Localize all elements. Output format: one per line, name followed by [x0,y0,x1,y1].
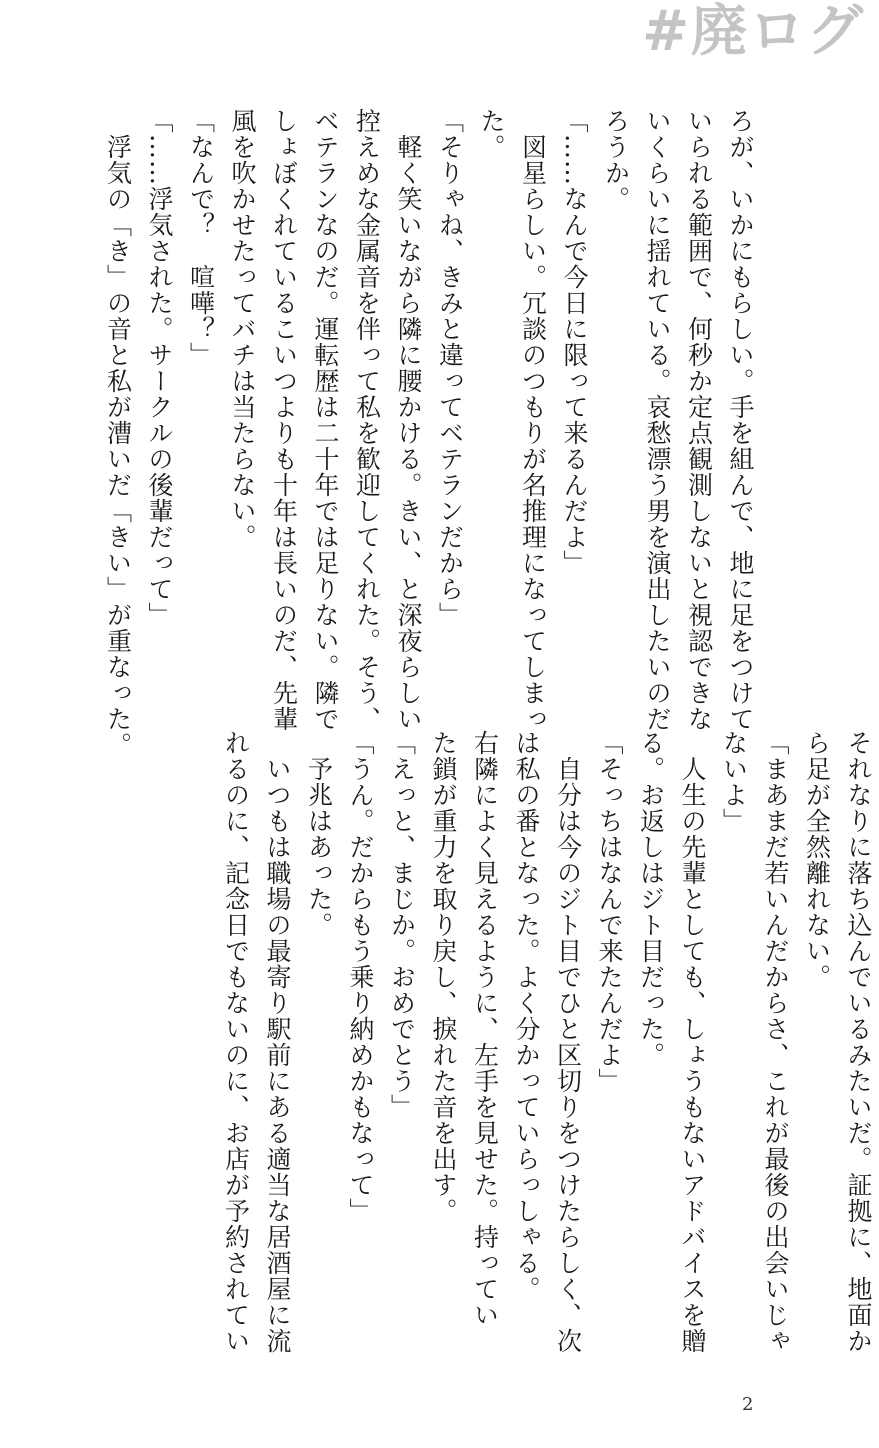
text-line: 「えっと、まじか。おめでとう」 [387,730,417,1120]
text-line: 浮気の「き」の音と私が漕いだ「きい」が重なった。 [103,108,133,758]
text-line: 控えめな金属音を伴って私を歓迎してくれた。そう、 [352,108,382,732]
page-number: 2 [742,1394,754,1415]
text-line: は私の番となった。よく分かっていらっしゃる。 [512,730,541,1302]
text-line: 人生の先輩としても、しょうもないアドバイスを贈 [678,730,707,1354]
text-line: いられる範囲で、何秒か定点観測しないと視認できな [684,108,714,732]
text-line: 「そりゃね、きみと違ってベテランだから」 [435,108,465,628]
text-line: それなりに落ち込んでいるみたいだ。証拠に、地面か [844,730,873,1354]
text-line: 予兆はあった。 [304,730,334,938]
text-line: る。お返しはジト目だった。 [636,730,666,1068]
text-line: 「そっちはなんで来たんだよ」 [595,730,624,1094]
text-line: 「まあまだ若いんだからさ、これが最後の出会いじゃ [761,730,790,1354]
text-line: ろが、いかにもらしい。手を組んで、地に足をつけて [726,108,755,732]
text-block-lower [215,730,879,1354]
text-line: 「なんで？ 喧嘩？」 [186,108,216,368]
text-line: ら足が全然離れない。 [802,730,832,990]
text-line: 軽く笑いながら隣に腰かける。きい、と深夜らしい [394,108,423,732]
text-line: ベテランなのだ。運転歴は二十年では足りない。隣で [311,108,340,732]
text-line: しょぼくれているこいつよりも十年は長いのだ、先輩 [269,108,299,732]
text-line: ろうか。 [601,108,631,212]
text-line: 「……浮気された。サークルの後輩だって」 [145,108,174,628]
text-line: た。 [477,108,506,160]
site-watermark-logo: #廃ログ [642,0,865,64]
text-line: 自分は今のジト目でひと区切りをつけたらしく、次 [553,730,583,1354]
text-line: 「……なんで今日に限って来るんだよ」 [560,108,589,576]
text-line: れるのに、記念日でもないのに、お店が予約されてい [221,730,251,1354]
text-line: 風を吹かせたってバチは当たらない。 [228,108,257,550]
text-line: 右隣によく見えるように、左手を見せた。持ってい [470,730,500,1328]
text-line: ないよ」 [719,730,749,834]
text-block-upper [97,108,761,758]
text-line: 図星らしい。冗談のつもりが名推理になってしまっ [518,108,548,732]
text-line: いつもは職場の最寄り駅前にある適当な居酒屋に流 [263,730,292,1354]
text-line: いくらいに揺れている。哀愁漂う男を演出したいのだ [643,108,672,732]
text-line: た鎖が重力を取り戻し、捩れた音を出す。 [429,730,458,1224]
text-line: 「うん。だからもう乗り納めかもなって」 [346,730,375,1224]
